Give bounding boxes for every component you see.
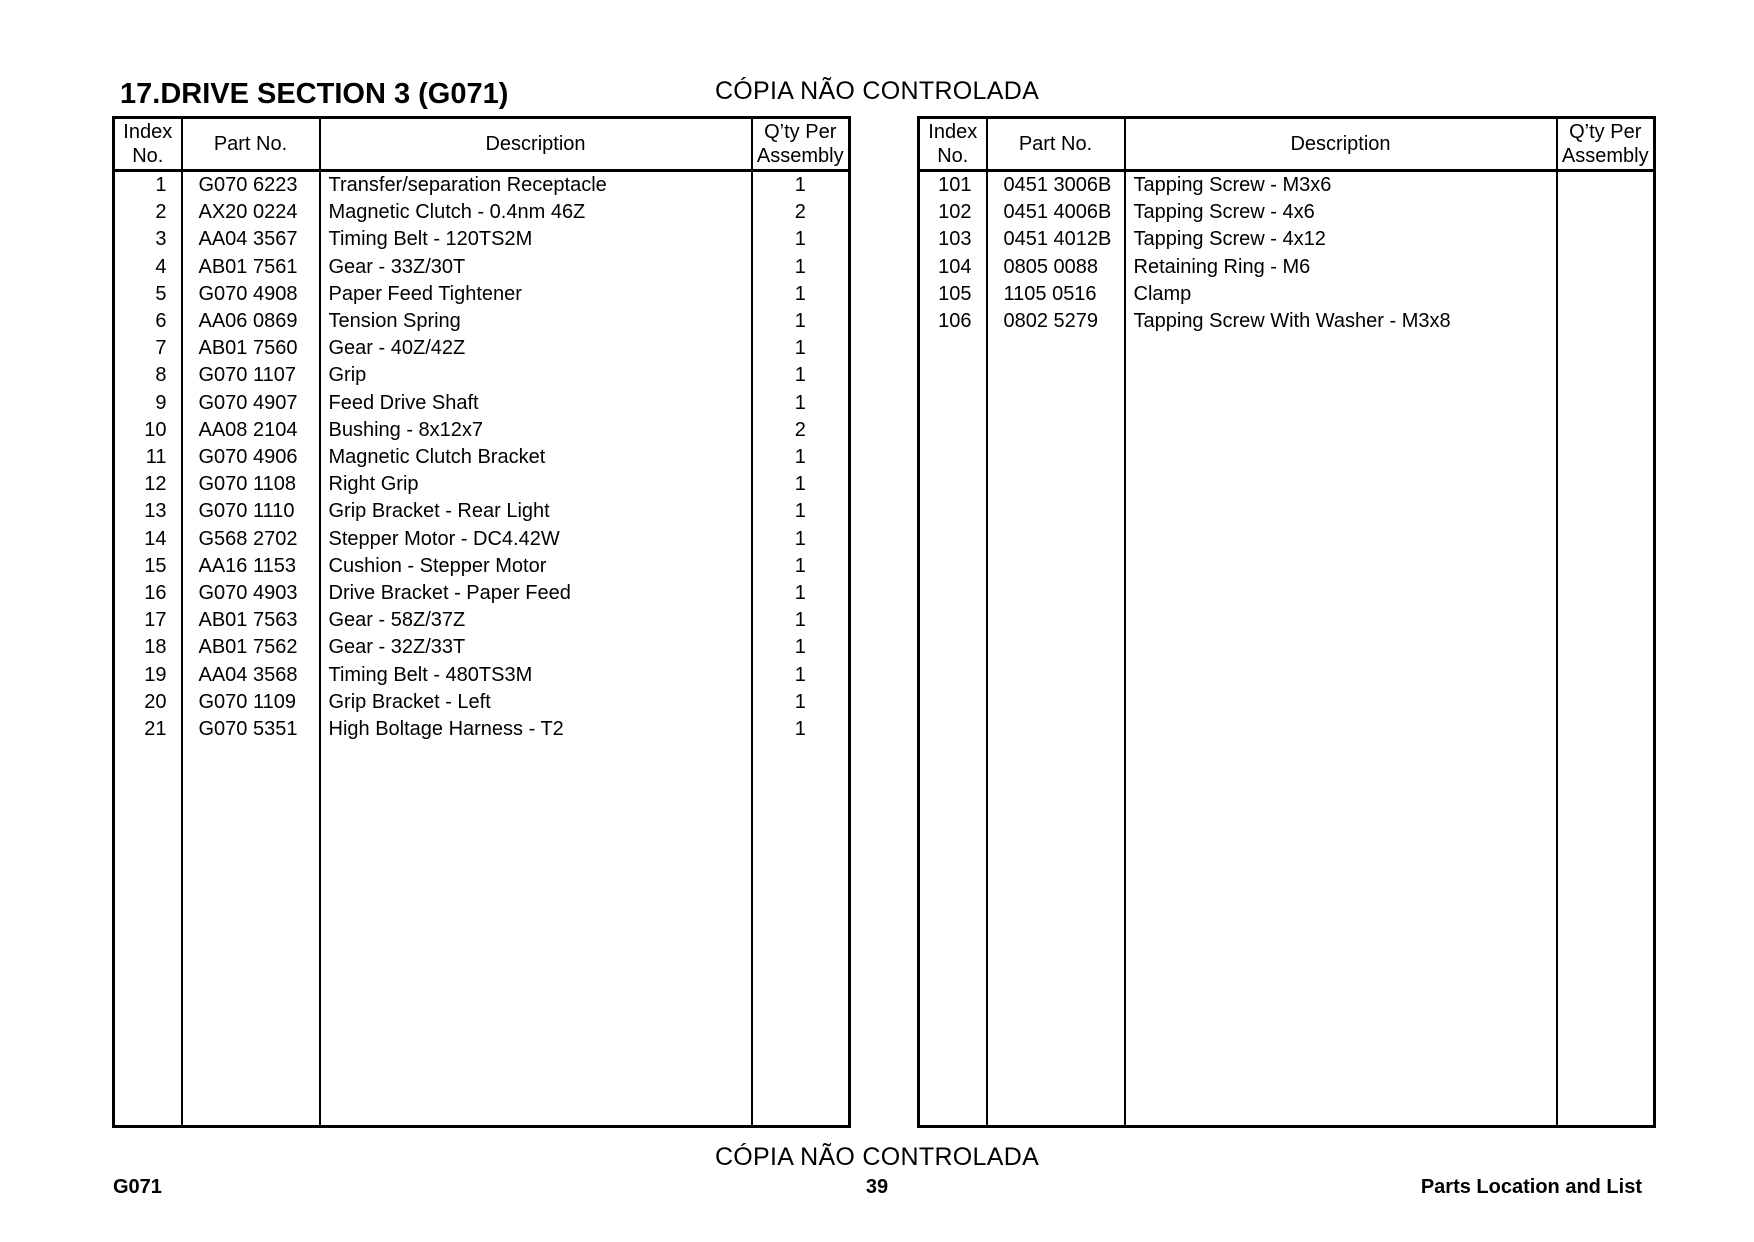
index-cell: 105 [919, 281, 987, 308]
index-cell: 17 [114, 607, 182, 634]
index-cell: 7 [114, 335, 182, 362]
table-row [919, 171, 1655, 200]
index-cell: 9 [114, 390, 182, 417]
quantity-cell: 1 [752, 308, 850, 335]
index-cell: 102 [919, 199, 987, 226]
part-number-cell: AA06 0869 [182, 308, 320, 335]
index-cell: 21 [114, 716, 182, 743]
quantity-cell: 1 [752, 553, 850, 580]
table-row [114, 199, 850, 226]
index-cell: 4 [114, 254, 182, 281]
description-cell: Tapping Screw - 4x12 [1125, 226, 1557, 253]
part-number-cell: G070 4906 [182, 444, 320, 471]
index-cell: 18 [114, 634, 182, 661]
page-title: 17.DRIVE SECTION 3 (G071) [120, 78, 509, 110]
quantity-cell [1557, 199, 1655, 226]
quantity-cell: 1 [752, 526, 850, 553]
part-number-cell: AA16 1153 [182, 553, 320, 580]
column-header-index: Index No. [114, 118, 182, 171]
footer-model: G071 [113, 1176, 162, 1198]
part-number-cell: 0451 3006B [987, 171, 1125, 200]
column-header-description: Description [320, 118, 752, 171]
index-cell: 20 [114, 689, 182, 716]
part-number-cell: AB01 7562 [182, 634, 320, 661]
description-cell: Gear - 40Z/42Z [320, 335, 752, 362]
index-cell: 104 [919, 254, 987, 281]
column-header-part-no: Part No. [987, 118, 1125, 171]
table-header-row [919, 118, 1655, 171]
index-cell: 12 [114, 471, 182, 498]
table-row [114, 281, 850, 308]
quantity-cell: 1 [752, 335, 850, 362]
description-cell: Stepper Motor - DC4.42W [320, 526, 752, 553]
table-row [919, 199, 1655, 226]
description-cell: Tapping Screw With Washer - M3x8 [1125, 308, 1557, 335]
table-row [114, 498, 850, 525]
description-cell: Grip Bracket - Rear Light [320, 498, 752, 525]
quantity-cell: 2 [752, 199, 850, 226]
quantity-cell: 1 [752, 171, 850, 200]
table-row [114, 335, 850, 362]
part-number-cell: AA08 2104 [182, 417, 320, 444]
part-number-cell: G070 1108 [182, 471, 320, 498]
quantity-cell: 1 [752, 634, 850, 661]
index-cell: 5 [114, 281, 182, 308]
quantity-cell [1557, 254, 1655, 281]
part-number-cell: AX20 0224 [182, 199, 320, 226]
empty-cell [320, 743, 752, 1126]
description-cell: Gear - 32Z/33T [320, 634, 752, 661]
index-cell: 19 [114, 662, 182, 689]
parts-table-body [114, 171, 850, 1127]
table-row [919, 254, 1655, 281]
part-number-cell: G070 1107 [182, 362, 320, 389]
table-row [919, 281, 1655, 308]
index-cell: 10 [114, 417, 182, 444]
quantity-cell: 1 [752, 689, 850, 716]
part-number-cell: G568 2702 [182, 526, 320, 553]
index-cell: 2 [114, 199, 182, 226]
index-cell: 16 [114, 580, 182, 607]
parts-table-left [112, 116, 851, 1128]
index-cell: 3 [114, 226, 182, 253]
part-number-cell: 0451 4006B [987, 199, 1125, 226]
table-row [114, 716, 850, 743]
table-row [114, 689, 850, 716]
table-row [919, 226, 1655, 253]
table-row [114, 390, 850, 417]
index-cell: 14 [114, 526, 182, 553]
description-cell: Magnetic Clutch - 0.4nm 46Z [320, 199, 752, 226]
table-row [114, 553, 850, 580]
empty-cell [182, 743, 320, 1126]
parts-table-body [919, 171, 1655, 1127]
description-cell: Right Grip [320, 471, 752, 498]
empty-cell [752, 743, 850, 1126]
index-cell: 15 [114, 553, 182, 580]
quantity-cell: 1 [752, 662, 850, 689]
quantity-cell [1557, 171, 1655, 200]
description-cell: Gear - 33Z/30T [320, 254, 752, 281]
part-number-cell: G070 6223 [182, 171, 320, 200]
part-number-cell: 0805 0088 [987, 254, 1125, 281]
table-row [114, 308, 850, 335]
quantity-cell [1557, 226, 1655, 253]
description-cell: Paper Feed Tightener [320, 281, 752, 308]
description-cell: Timing Belt - 120TS2M [320, 226, 752, 253]
part-number-cell: AB01 7563 [182, 607, 320, 634]
part-number-cell: 0451 4012B [987, 226, 1125, 253]
column-header-qty: Q’ty Per Assembly [752, 118, 850, 171]
table-row [114, 634, 850, 661]
table-row [114, 662, 850, 689]
quantity-cell: 1 [752, 390, 850, 417]
part-number-cell: AA04 3568 [182, 662, 320, 689]
quantity-cell [1557, 281, 1655, 308]
table-row [114, 607, 850, 634]
description-cell: Clamp [1125, 281, 1557, 308]
column-header-description: Description [1125, 118, 1557, 171]
index-cell: 6 [114, 308, 182, 335]
description-cell: Drive Bracket - Paper Feed [320, 580, 752, 607]
part-number-cell: G070 1109 [182, 689, 320, 716]
quantity-cell: 2 [752, 417, 850, 444]
index-cell: 13 [114, 498, 182, 525]
watermark-top: CÓPIA NÃO CONTROLADA [714, 77, 1040, 105]
part-number-cell: AB01 7560 [182, 335, 320, 362]
part-number-cell: G070 4903 [182, 580, 320, 607]
index-cell: 101 [919, 171, 987, 200]
description-cell: Gear - 58Z/37Z [320, 607, 752, 634]
table-row [114, 444, 850, 471]
table-filler-row [919, 335, 1655, 1126]
footer-section: Parts Location and List [1420, 1176, 1642, 1198]
part-number-cell: AA04 3567 [182, 226, 320, 253]
part-number-cell: 0802 5279 [987, 308, 1125, 335]
description-cell: Grip Bracket - Left [320, 689, 752, 716]
quantity-cell: 1 [752, 607, 850, 634]
description-cell: Bushing - 8x12x7 [320, 417, 752, 444]
table-row [114, 471, 850, 498]
part-number-cell: 1105 0516 [987, 281, 1125, 308]
description-cell: Feed Drive Shaft [320, 390, 752, 417]
description-cell: Magnetic Clutch Bracket [320, 444, 752, 471]
empty-cell [1557, 335, 1655, 1126]
description-cell: Tapping Screw - M3x6 [1125, 171, 1557, 200]
part-number-cell: G070 4907 [182, 390, 320, 417]
footer-page-number: 39 [865, 1176, 889, 1198]
part-number-cell: AB01 7561 [182, 254, 320, 281]
quantity-cell: 1 [752, 444, 850, 471]
empty-cell [1125, 335, 1557, 1126]
table-row [114, 526, 850, 553]
description-cell: Timing Belt - 480TS3M [320, 662, 752, 689]
quantity-cell: 1 [752, 580, 850, 607]
table-row [114, 171, 850, 200]
index-cell: 1 [114, 171, 182, 200]
description-cell: Cushion - Stepper Motor [320, 553, 752, 580]
parts-table-right [917, 116, 1656, 1128]
table-filler-row [114, 743, 850, 1126]
quantity-cell: 1 [752, 362, 850, 389]
description-cell: High Boltage Harness - T2 [320, 716, 752, 743]
quantity-cell: 1 [752, 254, 850, 281]
table-row [114, 226, 850, 253]
index-cell: 106 [919, 308, 987, 335]
table-row [114, 417, 850, 444]
watermark-bottom: CÓPIA NÃO CONTROLADA [714, 1143, 1040, 1171]
quantity-cell: 1 [752, 498, 850, 525]
quantity-cell [1557, 308, 1655, 335]
quantity-cell: 1 [752, 281, 850, 308]
column-header-part-no: Part No. [182, 118, 320, 171]
index-cell: 8 [114, 362, 182, 389]
part-number-cell: G070 1110 [182, 498, 320, 525]
table-row [919, 308, 1655, 335]
description-cell: Grip [320, 362, 752, 389]
index-cell: 11 [114, 444, 182, 471]
table-row [114, 254, 850, 281]
empty-cell [114, 743, 182, 1126]
quantity-cell: 1 [752, 226, 850, 253]
description-cell: Retaining Ring - M6 [1125, 254, 1557, 281]
column-header-index: Index No. [919, 118, 987, 171]
quantity-cell: 1 [752, 716, 850, 743]
empty-cell [919, 335, 987, 1126]
table-row [114, 362, 850, 389]
part-number-cell: G070 5351 [182, 716, 320, 743]
quantity-cell: 1 [752, 471, 850, 498]
table-header-row [114, 118, 850, 171]
index-cell: 103 [919, 226, 987, 253]
description-cell: Tapping Screw - 4x6 [1125, 199, 1557, 226]
column-header-qty: Q’ty Per Assembly [1557, 118, 1655, 171]
description-cell: Transfer/separation Receptacle [320, 171, 752, 200]
table-row [114, 580, 850, 607]
part-number-cell: G070 4908 [182, 281, 320, 308]
description-cell: Tension Spring [320, 308, 752, 335]
empty-cell [987, 335, 1125, 1126]
